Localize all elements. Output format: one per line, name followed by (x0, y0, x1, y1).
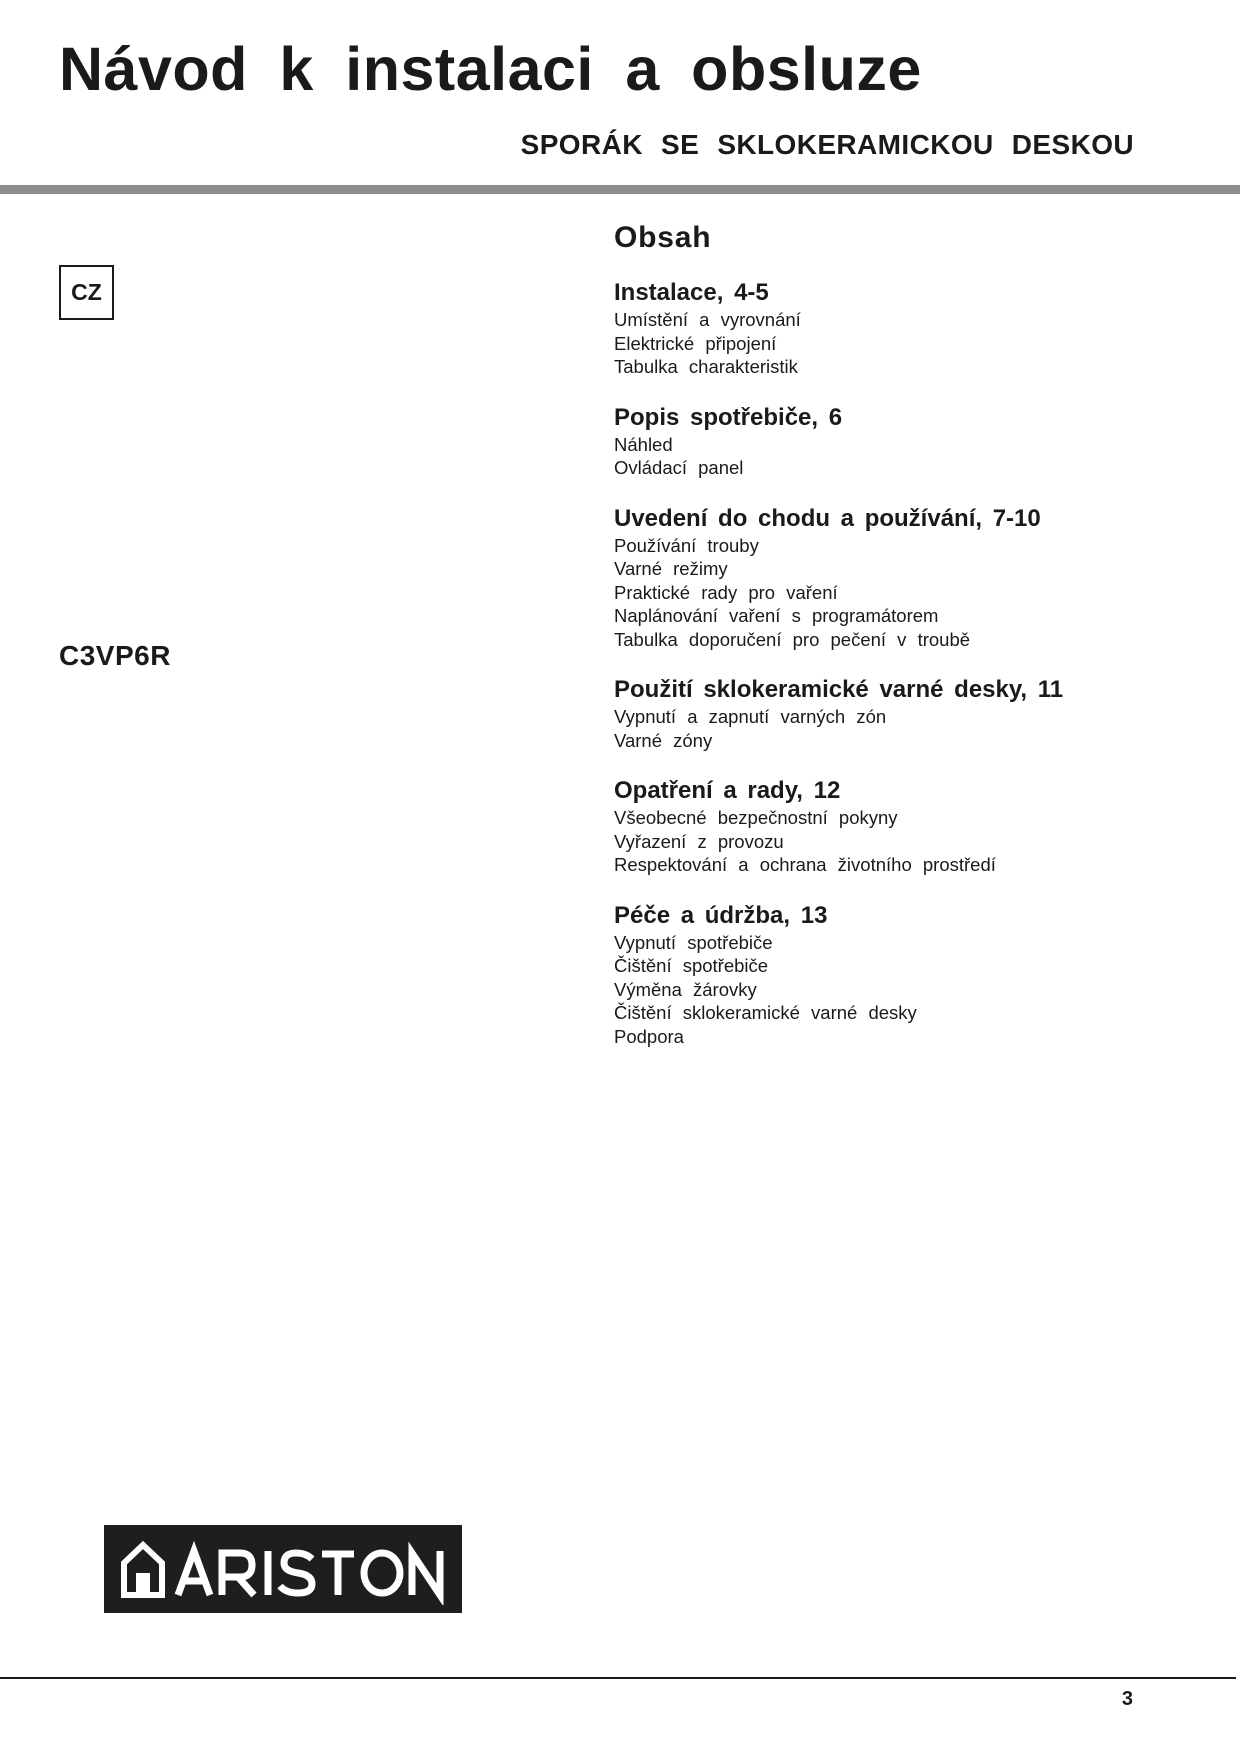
brand-logo (104, 1525, 462, 1613)
toc-section-maintenance (614, 901, 1174, 1049)
toc-section-description (614, 403, 1174, 480)
model-number: C3VP6R (59, 640, 171, 671)
toc-item: Varné režimy (614, 558, 728, 579)
toc-item: Varné zóny (614, 729, 713, 751)
toc-item: Respektování a ochrana životního prostředí (614, 854, 996, 875)
toc-section-title: Uvedení do chodu a používání, 7-10 (614, 504, 1041, 532)
toc-section-title: Použití sklokeramické varné desky, 11 (614, 676, 1064, 703)
toc-item: Používání trouby (614, 534, 759, 556)
toc-item: Naplánování vaření s programátorem (614, 605, 939, 626)
toc-item: Všeobecné bezpečnostní pokyny (614, 807, 898, 828)
footer-divider (0, 1677, 1236, 1679)
table-of-contents (614, 220, 1174, 1072)
toc-item: Čištění spotřebiče (614, 955, 769, 976)
toc-item: Čištění sklokeramické varné desky (614, 1002, 917, 1023)
toc-section-title: Instalace, 4-5 (614, 279, 769, 306)
toc-item: Výměna žárovky (614, 978, 757, 1000)
toc-section-startup-use (614, 504, 1174, 652)
toc-section-title: Opatření a rady, 12 (614, 777, 841, 804)
toc-section-title: Popis spotřebiče, 6 (614, 403, 843, 431)
toc-item: Podpora (614, 1025, 684, 1047)
page-title: Návod k instalaci a obsluze (59, 35, 922, 103)
toc-heading: Obsah (614, 221, 712, 254)
page-number: 3 (1121, 1688, 1133, 1710)
toc-item: Tabulka charakteristik (614, 356, 798, 377)
toc-item: Praktické rady pro vaření (614, 581, 838, 603)
toc-item: Umístění a vyrovnání (614, 309, 801, 330)
toc-item: Náhled (614, 433, 673, 455)
page-subtitle: SPORÁK SE SKLOKERAMICKOU DESKOU (520, 129, 1134, 160)
toc-item: Vypnutí a zapnutí varných zón (614, 706, 887, 727)
language-code: CZ (71, 279, 102, 305)
toc-section-precautions (614, 776, 1174, 877)
language-badge (59, 265, 114, 320)
house-icon (118, 1533, 448, 1605)
toc-item: Vyřazení z provozu (614, 830, 784, 852)
toc-item: Tabulka doporučení pro pečení v troubě (614, 628, 971, 650)
toc-section-hob-use (614, 675, 1174, 752)
toc-section-installation (614, 278, 1174, 379)
toc-item: Ovládací panel (614, 457, 744, 478)
header-divider (0, 185, 1240, 194)
toc-item: Elektrické připojení (614, 332, 777, 354)
toc-item: Vypnutí spotřebiče (614, 931, 773, 953)
toc-section-title: Péče a údržba, 13 (614, 901, 828, 929)
